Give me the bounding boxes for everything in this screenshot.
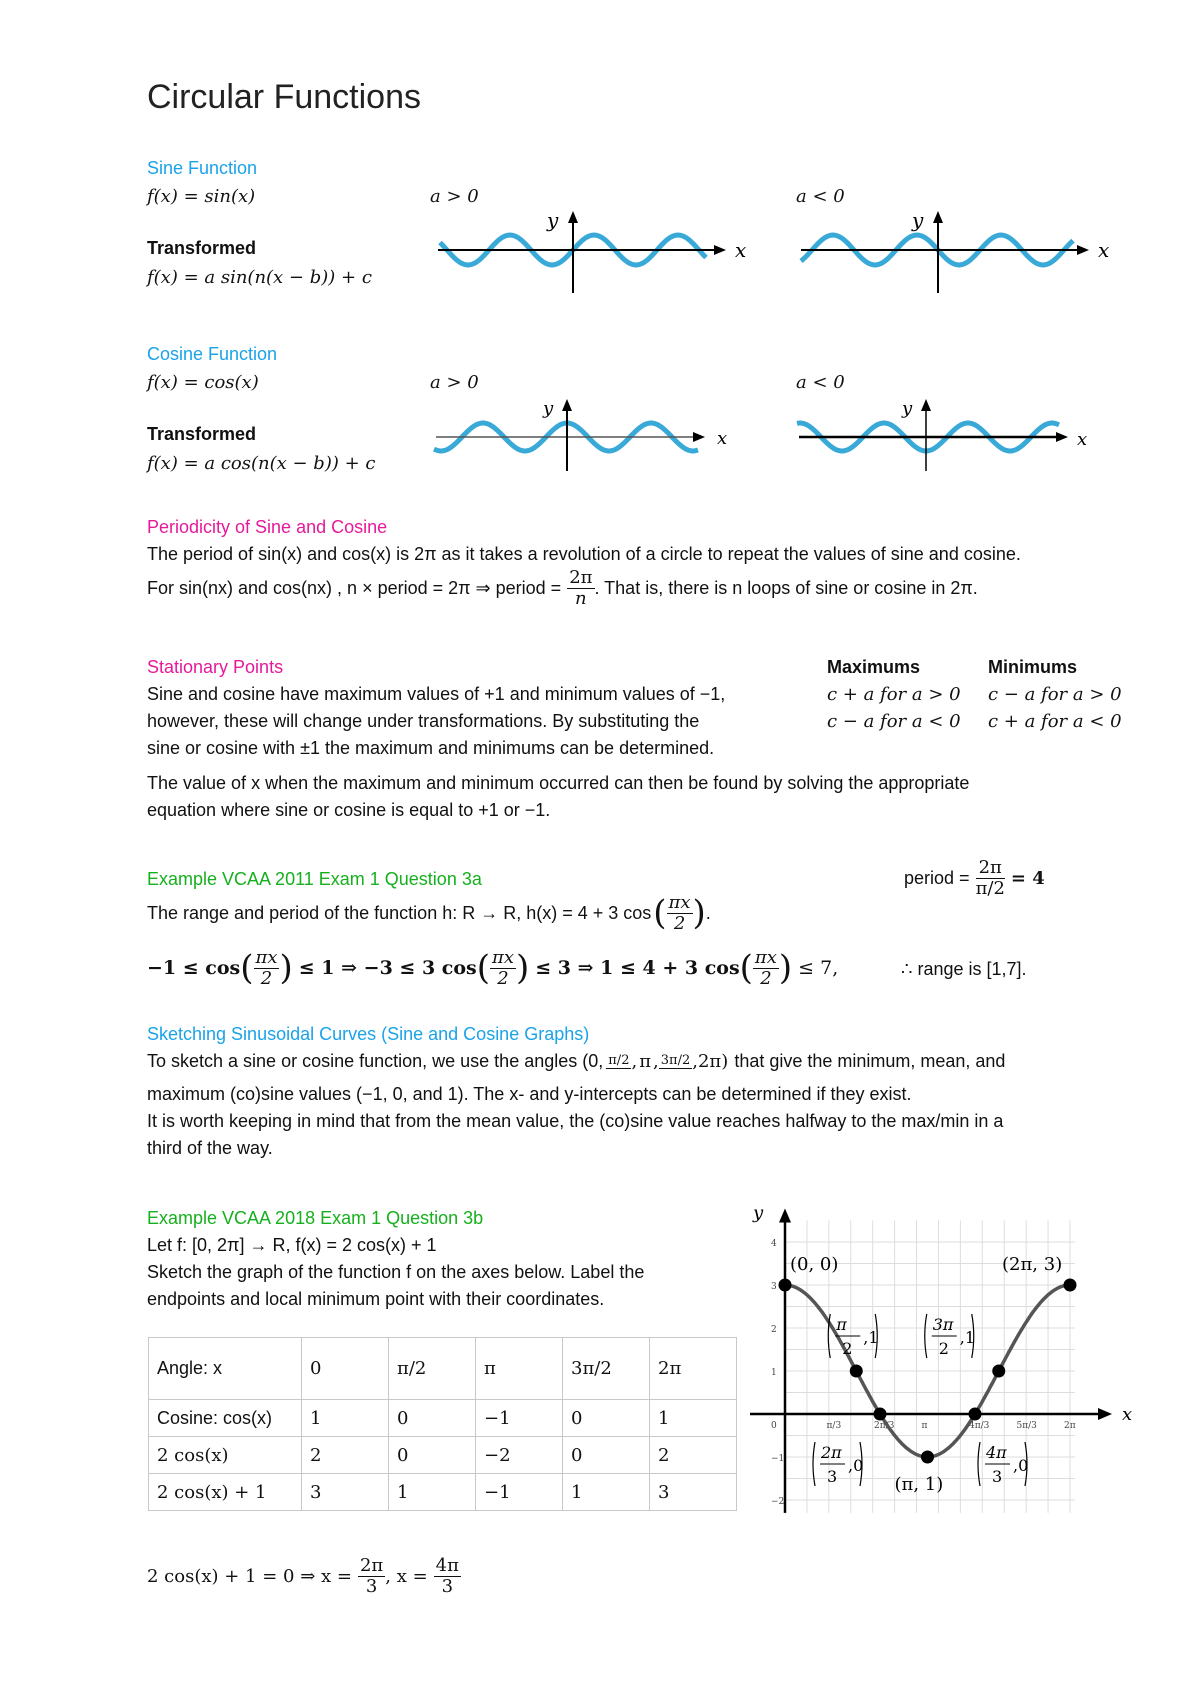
maximum-case-2: c − a for a < 0: [827, 711, 961, 732]
point-label-half-pi-den: 2: [842, 1339, 853, 1358]
periodicity-heading: Periodicity of Sine and Cosine: [147, 517, 388, 537]
axis-label-x: x: [735, 238, 747, 262]
fraction-num: πx: [668, 892, 691, 913]
table-row: [149, 1437, 737, 1474]
sketching-line1-a: To sketch a sine or cosine function, we use the angles (0,: [147, 1051, 604, 1071]
angle-pi: π: [639, 1051, 652, 1072]
sine-transformed-label: Transformed: [147, 238, 257, 258]
period-fraction: [567, 568, 594, 609]
cosine-sketch-chart: [745, 1205, 1165, 1565]
sketching-line3: It is worth keeping in mind that from the mean value, the (co)sine value reaches halfway to the max/min in a: [147, 1111, 1004, 1131]
angle-three-half-pi: 3π/2: [660, 1053, 691, 1068]
table-cell: 0: [302, 1338, 389, 1400]
fraction-den: 3: [365, 1576, 378, 1597]
stationary-line2: however, these will change under transformations. By substituting the: [147, 711, 700, 731]
x-tick-label: 2π: [1064, 1421, 1076, 1431]
period-value: = 4: [1010, 868, 1045, 889]
cosine-neg-label: a < 0: [796, 372, 845, 393]
table-cell: 1: [650, 1400, 737, 1437]
sine-formula: f(x) = sin(x): [147, 186, 256, 207]
example2-solution: [147, 1556, 461, 1597]
x-tick-label: 4π/3: [969, 1421, 990, 1431]
fraction-num: πx: [754, 947, 777, 968]
periodicity-line2-a: For sin(nx) and cos(nx) , n × period = 2π ⇒ period =: [147, 578, 562, 598]
sine-neg-label: a < 0: [796, 186, 845, 207]
values-table: [148, 1337, 737, 1511]
table-cell: 3: [650, 1474, 737, 1511]
y-axis-arrow: [779, 1209, 791, 1223]
axis-label-y: y: [543, 398, 554, 419]
point-label-three-half-pi-den: 2: [938, 1339, 949, 1358]
fraction-num: πx: [491, 947, 514, 968]
fraction-den: π/2: [975, 878, 1005, 899]
fraction-den: 2: [260, 968, 273, 989]
table-cell: 0: [563, 1400, 650, 1437]
table-cell: 0: [389, 1437, 476, 1474]
periodicity-line2: [147, 568, 978, 609]
stationary-line4: The value of x when the maximum and minimum occurred can then be found by solving the appropriate: [147, 773, 970, 793]
sketching-line1: To sketch a sine or cosine function, we use the angles (0, π/2 , π , 3π/2 , 2π ) that give the minimum, mean, and: [147, 1048, 1005, 1075]
cosine-negative-graph: [793, 395, 1123, 475]
x-axis-arrow: [1098, 1408, 1112, 1420]
period-fraction-den: n: [575, 588, 587, 609]
period-value-fraction: [976, 858, 1005, 899]
paren: [978, 1442, 980, 1486]
cosine-positive-graph: [430, 395, 760, 475]
table-cell: Cosine: cos(x): [149, 1400, 302, 1437]
fraction-den: 2: [760, 968, 772, 989]
axis-label-x: x: [1077, 429, 1088, 450]
inequality-part-d: ≤ 7,: [798, 957, 839, 979]
x-tick-label: 0: [771, 1421, 777, 1431]
point-label-three-half-pi-val: ,1: [959, 1328, 976, 1347]
x-tick-label: 5π/3: [1016, 1421, 1037, 1431]
axis-label-x: x: [1098, 238, 1110, 262]
point-label-half-pi-num: π: [836, 1315, 847, 1334]
y-tick-label: −1: [771, 1454, 785, 1464]
table-cell: 0: [563, 1437, 650, 1474]
minimum-case-1: c − a for a > 0: [988, 684, 1122, 705]
fraction-num: 2π: [976, 858, 1005, 879]
point-label: (2π, 3): [1002, 1254, 1063, 1275]
table-cell: 2 cos(x): [149, 1437, 302, 1474]
data-point: [779, 1279, 792, 1292]
inequality-part-b: ≤ 1 ⇒ −3 ≤ 3 cos: [298, 957, 477, 979]
minimum-case-2: c + a for a < 0: [988, 711, 1122, 732]
table-cell: 1: [389, 1474, 476, 1511]
fraction-den: 3: [441, 1576, 454, 1597]
table-cell: −2: [476, 1437, 563, 1474]
data-point: [1064, 1279, 1077, 1292]
table-row: [149, 1474, 737, 1511]
table-cell: 2 cos(x) + 1: [149, 1474, 302, 1511]
table-row: [149, 1338, 737, 1400]
axis-label-y: y: [902, 398, 913, 419]
stationary-heading: Stationary Points: [147, 657, 284, 677]
point-label-half-pi-val: ,1: [863, 1328, 879, 1347]
stationary-line5: equation where sine or cosine is equal to +1 or −1.: [147, 800, 551, 820]
point-label-four-thirds-pi-den: 3: [992, 1467, 1003, 1486]
data-point: [874, 1408, 887, 1421]
example2-line3: endpoints and local minimum point with their coordinates.: [147, 1289, 605, 1309]
y-tick-label: 2: [771, 1325, 777, 1335]
table-cell: 3: [302, 1474, 389, 1511]
fraction-den: 2: [673, 913, 686, 934]
axis-label-x: x: [717, 428, 728, 449]
minimums-header: Minimums: [988, 657, 1078, 677]
table-cell: 2: [302, 1437, 389, 1474]
example1-fraction: [667, 893, 693, 934]
maximum-case-1: c + a for a > 0: [827, 684, 961, 705]
table-cell: 1: [302, 1400, 389, 1437]
fraction-num: 4π: [435, 1555, 459, 1576]
example1-heading: Example VCAA 2011 Exam 1 Question 3a: [147, 869, 482, 889]
y-tick-label: 3: [771, 1282, 777, 1292]
cosine-heading: Cosine Function: [147, 344, 278, 364]
point-label-four-thirds-pi-val: ,0: [1013, 1456, 1029, 1475]
sine-positive-graph: [430, 205, 760, 295]
cosine-transformed-formula: f(x) = a cos(n(x − b)) + c: [147, 453, 376, 474]
maximums-header: Maximums: [827, 657, 921, 677]
table-cell: 1: [563, 1474, 650, 1511]
stationary-line1: Sine and cosine have maximum values of +1 and minimum values of −1,: [147, 684, 726, 704]
sketching-heading: Sketching Sinusoidal Curves (Sine and Cosine Graphs): [147, 1024, 590, 1044]
table-cell: Angle: x: [149, 1338, 302, 1400]
point-label: (0, 0): [790, 1254, 839, 1275]
x-axis-label: x: [1122, 1404, 1133, 1425]
inequality-part-c: ≤ 3 ⇒ 1 ≤ 4 + 3 cos: [535, 957, 740, 979]
point-label-two-thirds-pi-den: 3: [827, 1467, 838, 1486]
cosine-pos-label: a > 0: [430, 372, 479, 393]
period-label: period =: [904, 868, 970, 888]
angle-two-pi: 2π: [697, 1051, 722, 1072]
fraction-num: πx: [255, 947, 278, 968]
example1-line1-text: The range and period of the function h: R → R, h(x) = 4 + 3 cos: [147, 903, 652, 923]
point-label-four-thirds-pi-num: 4π: [986, 1443, 1007, 1462]
period-fraction-num: 2π: [569, 567, 593, 588]
paren: [925, 1314, 927, 1358]
sine-negative-graph: [793, 205, 1123, 295]
table-row: [149, 1400, 737, 1437]
axis-label-y: y: [912, 208, 924, 232]
y-tick-label: −2: [771, 1497, 785, 1507]
sketching-line1-b: that give the minimum, mean, and: [734, 1051, 1006, 1071]
y-axis-label: y: [753, 1205, 764, 1224]
stationary-line3: sine or cosine with ±1 the maximum and minimums can be determined.: [147, 738, 715, 758]
table-cell: π/2: [389, 1338, 476, 1400]
paren: [813, 1442, 815, 1486]
sine-transformed-formula: f(x) = a sin(n(x − b)) + c: [147, 267, 372, 288]
table-cell: 0: [389, 1400, 476, 1437]
page-title: Circular Functions: [147, 78, 421, 116]
axis-label-y: y: [547, 208, 559, 232]
data-point: [921, 1451, 934, 1464]
y-tick-label: 1: [771, 1368, 777, 1378]
y-tick-label: 4: [771, 1239, 777, 1249]
example1-period: [904, 858, 1045, 899]
periodicity-line1: The period of sin(x) and cos(x) is 2π as it takes a revolution of a circle to repeat the values of sine and cosine.: [147, 544, 1021, 564]
table-cell: −1: [476, 1400, 563, 1437]
periodicity-line2-b: . That is, there is n loops of sine or cosine in 2π.: [594, 578, 978, 598]
solution-text-b: , x =: [385, 1566, 428, 1587]
inequality-part-a: −1 ≤ cos: [147, 957, 241, 979]
table-cell: π: [476, 1338, 563, 1400]
table-cell: 3π/2: [563, 1338, 650, 1400]
point-label-two-thirds-pi-num: 2π: [821, 1443, 842, 1462]
angle-half-pi: π/2: [608, 1053, 630, 1068]
sine-heading: Sine Function: [147, 158, 258, 178]
x-tick-label: π: [921, 1421, 928, 1431]
example2-line2: Sketch the graph of the function f on the axes below. Label the: [147, 1262, 645, 1282]
example2-heading: Example VCAA 2018 Exam 1 Question 3b: [147, 1208, 484, 1228]
data-point: [969, 1408, 982, 1421]
example2-line1: Let f: [0, 2π] → R, f(x) = 2 cos(x) + 1: [147, 1235, 437, 1255]
fraction-den: 2: [497, 968, 509, 989]
fraction-num: 2π: [359, 1555, 384, 1576]
example1-inequality: −1 ≤ cos ( $\frac{\pi x}{2}$ ) ≤ 1 ⇒ −3 ≤ 3 cos ( $\frac{\pi x}{2}$ ) ≤ 3 ⇒ 1 ≤ 4 + 3 cos ( $\frac{\pi x}{2}$ ) ≤ 7,: [147, 947, 839, 989]
point-label-three-half-pi-num: 3π: [932, 1315, 954, 1334]
sketching-line2: maximum (co)sine values (−1, 0, and 1). The x- and y-intercepts can be determined if they exist.: [147, 1084, 912, 1104]
table-cell: −1: [476, 1474, 563, 1511]
sketching-line4: third of the way.: [147, 1138, 273, 1158]
data-point: [850, 1365, 863, 1378]
data-point: [992, 1365, 1005, 1378]
x-tick-label: 2π/3: [874, 1421, 895, 1431]
cosine-transformed-label: Transformed: [147, 424, 257, 444]
point-label-two-thirds-pi-val: ,0: [848, 1456, 864, 1475]
example1-range: ∴ range is [1,7].: [901, 959, 1027, 979]
x-tick-label: π/3: [826, 1421, 842, 1431]
cosine-formula: f(x) = cos(x): [147, 372, 259, 393]
sine-pos-label: a > 0: [430, 186, 479, 207]
table-cell: 2: [650, 1437, 737, 1474]
table-cell: 2π: [650, 1338, 737, 1400]
solution-text-a: 2 cos(x) + 1 = 0 ⇒ x =: [147, 1566, 352, 1587]
point-label: (π, 1): [894, 1474, 944, 1495]
example1-line1: The range and period of the function h: R → R, h(x) = 4 + 3 cos ( $\frac{\pi x}{2}$ ) .: [147, 892, 711, 934]
